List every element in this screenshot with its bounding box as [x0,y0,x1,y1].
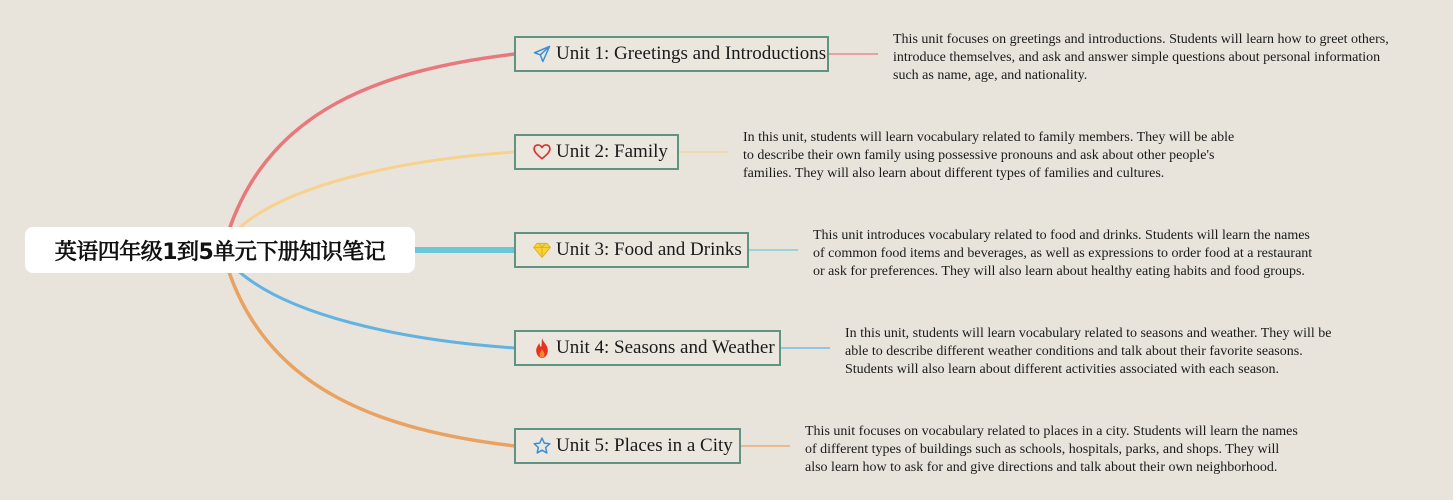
topic-unit-5-label: Unit 5: Places in a City [556,435,733,456]
topic-unit-2[interactable] [514,134,679,170]
note-unit-4 [845,325,1345,377]
topic-unit-3-label: Unit 3: Food and Drinks [556,239,742,260]
note-unit-2 [743,129,1243,181]
note-unit-3 [813,227,1313,279]
branch-unit-2 [233,152,515,234]
note-unit-1-text: This unit focuses on greetings and introductions. Students will learn how to greet others, introduce themselves, and ask and answer simple questions about personal information such as name, age, and nationality. [893,32,1389,83]
diamond-icon [532,239,552,261]
topic-unit-5[interactable] [514,428,741,464]
topic-unit-3[interactable] [514,232,749,268]
note-unit-5 [805,423,1305,475]
topic-unit-4-label: Unit 4: Seasons and Weather [556,337,775,358]
topic-unit-2-label: Unit 2: Family [556,141,668,162]
topic-unit-1-label: Unit 1: Greetings and Introductions [556,43,827,64]
note-unit-3-text: This unit introduces vocabulary related to food and drinks. Students will learn the names of common food items and beverages, as well as expressions to order food at a restaurant or ask for preferences. They will also learn about healthy eating habits and food groups. [813,228,1313,279]
topic-unit-4[interactable] [514,330,781,366]
root-topic-title: 英语四年级1到5单元下册知识笔记 [54,239,386,265]
branch-unit-5 [229,272,515,446]
paper-plane-icon [532,43,552,65]
root-topic[interactable] [25,227,415,273]
note-unit-4-text: In this unit, students will learn vocabulary related to seasons and weather. They will be able to describe different weather conditions and talk about their favorite seasons. Students will also learn about different activities associated with each season. [845,326,1332,377]
note-unit-1 [893,31,1393,83]
branch-unit-1 [229,54,515,230]
note-unit-2-text: In this unit, students will learn vocabulary related to family members. They will be able to describe their own family using possessive pronouns and ask about other people's families. They will also learn about different types of families and cultures. [743,130,1235,181]
star-icon [532,435,552,457]
branch-unit-4 [235,268,515,348]
topic-unit-1[interactable] [514,36,829,72]
heart-icon [532,141,552,163]
fire-icon [532,337,552,359]
note-unit-5-text: This unit focuses on vocabulary related to places in a city. Students will learn the names of different types of buildings such as schools, hospitals, parks, and shops. They will also learn how to ask for and give directions and talk about their own neighborhood. [805,424,1298,475]
